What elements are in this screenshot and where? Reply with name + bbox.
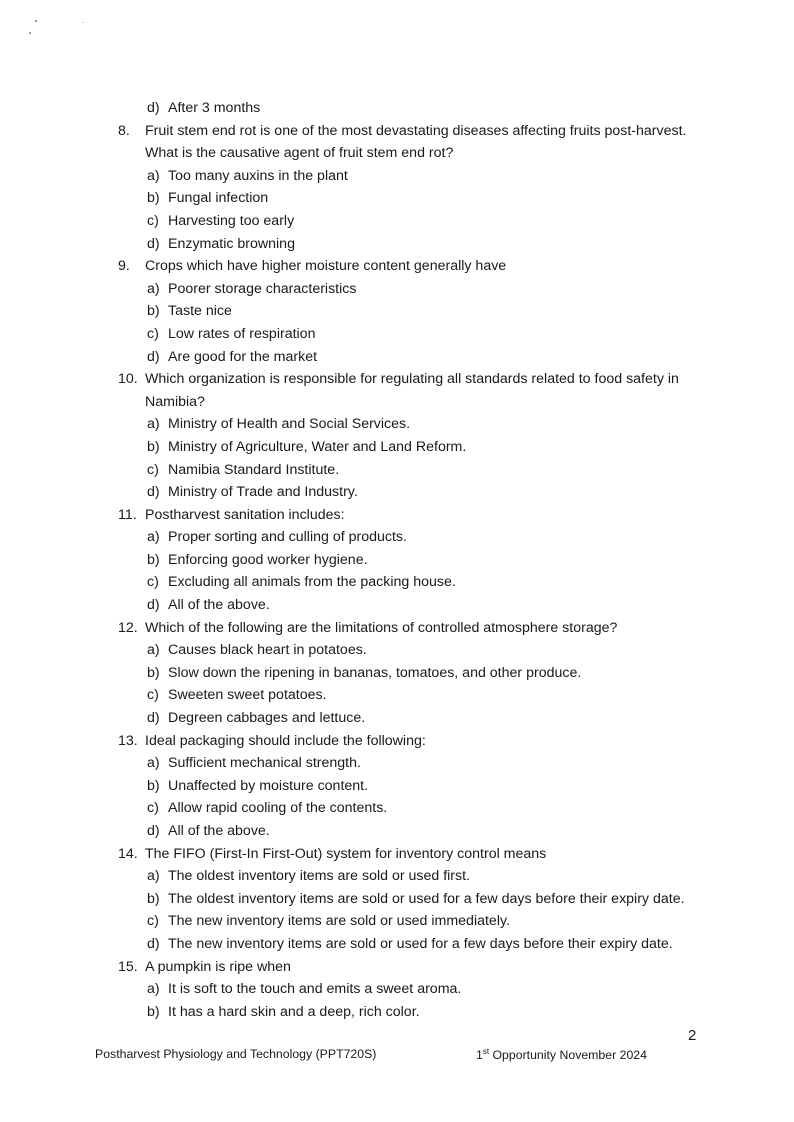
question <box>0 956 794 979</box>
answer-option <box>0 481 794 504</box>
answer-option <box>0 820 794 843</box>
option-letter: d) <box>147 935 160 952</box>
question-number: 14. <box>118 845 138 862</box>
option-letter: c) <box>147 687 159 704</box>
footer-course: Postharvest Physiology and Technology (PPT720S) <box>95 1047 377 1061</box>
question-number: 15. <box>118 958 138 975</box>
option-letter: a) <box>147 167 160 184</box>
answer-option <box>0 210 794 233</box>
option-text: Sweeten sweet potatoes. <box>168 687 327 704</box>
option-text: Enzymatic browning <box>168 235 295 252</box>
question-text: What is the causative agent of fruit stem end rot? <box>145 145 454 162</box>
question <box>0 730 794 753</box>
option-letter: b) <box>147 890 160 907</box>
option-text: Ministry of Trade and Industry. <box>168 484 358 501</box>
option-text: Too many auxins in the plant <box>168 167 348 184</box>
option-letter: d) <box>147 348 160 365</box>
option-text: Proper sorting and culling of products. <box>168 529 407 546</box>
page-number: 2 <box>688 1027 697 1044</box>
option-text: Slow down the ripening in bananas, tomatoes, and other produce. <box>168 664 582 681</box>
question-text: Postharvest sanitation includes: <box>145 506 345 523</box>
option-letter: a) <box>147 642 160 659</box>
question-text: A pumpkin is ripe when <box>145 958 291 975</box>
answer-option <box>0 1001 794 1024</box>
footer-ordinal: 1 <box>476 1048 483 1063</box>
answer-option <box>0 97 794 120</box>
option-text: Sufficient mechanical strength. <box>168 755 361 772</box>
option-text: The new inventory items are sold or used for a few days before their expiry date. <box>168 935 673 952</box>
option-letter: c) <box>147 913 159 930</box>
question-text: Fruit stem end rot is one of the most devastating diseases affecting fruits post-harvest. <box>145 122 687 139</box>
question-number: 10. <box>118 371 138 388</box>
answer-option <box>0 459 794 482</box>
question-number: 9. <box>118 258 130 275</box>
question <box>0 843 794 866</box>
answer-option <box>0 639 794 662</box>
answer-option <box>0 526 794 549</box>
option-letter: b) <box>147 438 160 455</box>
option-letter: d) <box>147 484 160 501</box>
option-letter: c) <box>147 574 159 591</box>
answer-option <box>0 436 794 459</box>
option-letter: a) <box>147 755 160 772</box>
option-letter: d) <box>147 100 160 116</box>
option-text: It is soft to the touch and emits a sweet aroma. <box>168 981 462 998</box>
option-text: After 3 months <box>168 100 261 116</box>
option-letter: b) <box>147 777 160 794</box>
option-text: The oldest inventory items are sold or used first. <box>168 868 471 885</box>
answer-option <box>0 278 794 301</box>
option-letter: b) <box>147 1003 160 1020</box>
option-text: Enforcing good worker hygiene. <box>168 551 368 568</box>
option-text: Poorer storage characteristics <box>168 280 357 297</box>
option-text: Allow rapid cooling of the contents. <box>168 800 388 817</box>
answer-option <box>0 888 794 911</box>
option-text: Taste nice <box>168 303 232 320</box>
option-letter: c) <box>147 325 159 342</box>
scan-speck <box>83 22 84 23</box>
footer-session <box>476 1047 647 1062</box>
answer-option <box>0 233 794 256</box>
option-text: Fungal infection <box>168 190 269 207</box>
answer-option <box>0 571 794 594</box>
option-letter: d) <box>147 823 160 839</box>
option-text: Harvesting too early <box>168 212 295 229</box>
answer-option <box>0 910 794 933</box>
option-text: Degreen cabbages and lettuce. <box>168 710 366 727</box>
question-text: The FIFO (First-In First-Out) system for inventory control means <box>145 845 547 862</box>
answer-option <box>0 775 794 798</box>
question-text: Which of the following are the limitations of controlled atmosphere storage? <box>145 619 618 636</box>
option-letter: b) <box>147 303 160 320</box>
option-text: Low rates of respiration <box>168 325 316 342</box>
question-text: Ideal packaging should include the following: <box>145 732 426 749</box>
answer-option <box>0 300 794 323</box>
option-letter: d) <box>147 710 160 727</box>
option-letter: c) <box>147 800 159 817</box>
answer-option <box>0 187 794 210</box>
option-text: The new inventory items are sold or used immediately. <box>168 913 510 930</box>
answer-option <box>0 707 794 730</box>
answer-option <box>0 346 794 369</box>
option-text: Causes black heart in potatoes. <box>168 642 367 659</box>
option-text: It has a hard skin and a deep, rich color. <box>168 1003 420 1020</box>
option-letter: b) <box>147 551 160 568</box>
scan-speck <box>35 20 37 22</box>
question-continuation <box>0 391 794 414</box>
answer-option <box>0 549 794 572</box>
question <box>0 368 794 391</box>
option-letter: a) <box>147 529 160 546</box>
option-text: Are good for the market <box>168 348 318 365</box>
option-letter: a) <box>147 868 160 885</box>
answer-option <box>0 413 794 436</box>
option-text: The oldest inventory items are sold or used for a few days before their expiry date. <box>168 890 685 907</box>
option-letter: a) <box>147 981 160 998</box>
answer-option <box>0 797 794 820</box>
question-number: 12. <box>118 619 138 636</box>
answer-option <box>0 594 794 617</box>
question <box>0 504 794 527</box>
question-continuation <box>0 142 794 165</box>
option-text: Namibia Standard Institute. <box>168 461 340 478</box>
answer-option <box>0 978 794 1001</box>
answer-option <box>0 752 794 775</box>
option-letter: a) <box>147 280 160 297</box>
question <box>0 617 794 640</box>
question <box>0 120 794 143</box>
option-text: All of the above. <box>168 597 270 614</box>
answer-option <box>0 662 794 685</box>
answer-option <box>0 165 794 188</box>
question-text: Which organization is responsible for regulating all standards related to food safety in <box>145 371 679 388</box>
option-letter: c) <box>147 212 159 229</box>
scan-speck <box>29 32 31 34</box>
question <box>0 255 794 278</box>
question-list <box>0 97 794 1023</box>
question-text: Crops which have higher moisture content generally have <box>145 258 507 275</box>
option-letter: d) <box>147 597 160 614</box>
answer-option <box>0 865 794 888</box>
option-letter: d) <box>147 235 160 252</box>
footer-session-text: Opportunity November 2024 <box>489 1048 647 1063</box>
option-letter: b) <box>147 664 160 681</box>
answer-option <box>0 323 794 346</box>
option-text: Ministry of Health and Social Services. <box>168 416 411 433</box>
answer-option <box>0 933 794 956</box>
answer-option <box>0 684 794 707</box>
option-letter: a) <box>147 416 160 433</box>
footer-ordinal-suffix: st <box>482 1047 490 1056</box>
option-letter: b) <box>147 190 160 207</box>
question-number: 13. <box>118 732 138 749</box>
option-text: Ministry of Agriculture, Water and Land Reform. <box>168 438 467 455</box>
question-number: 11. <box>118 506 137 523</box>
question-number: 8. <box>118 122 130 139</box>
option-text: Unaffected by moisture content. <box>168 777 369 794</box>
option-text: All of the above. <box>168 823 270 839</box>
option-letter: c) <box>147 461 159 478</box>
question-text: Namibia? <box>145 393 205 410</box>
option-text: Excluding all animals from the packing house. <box>168 574 456 591</box>
